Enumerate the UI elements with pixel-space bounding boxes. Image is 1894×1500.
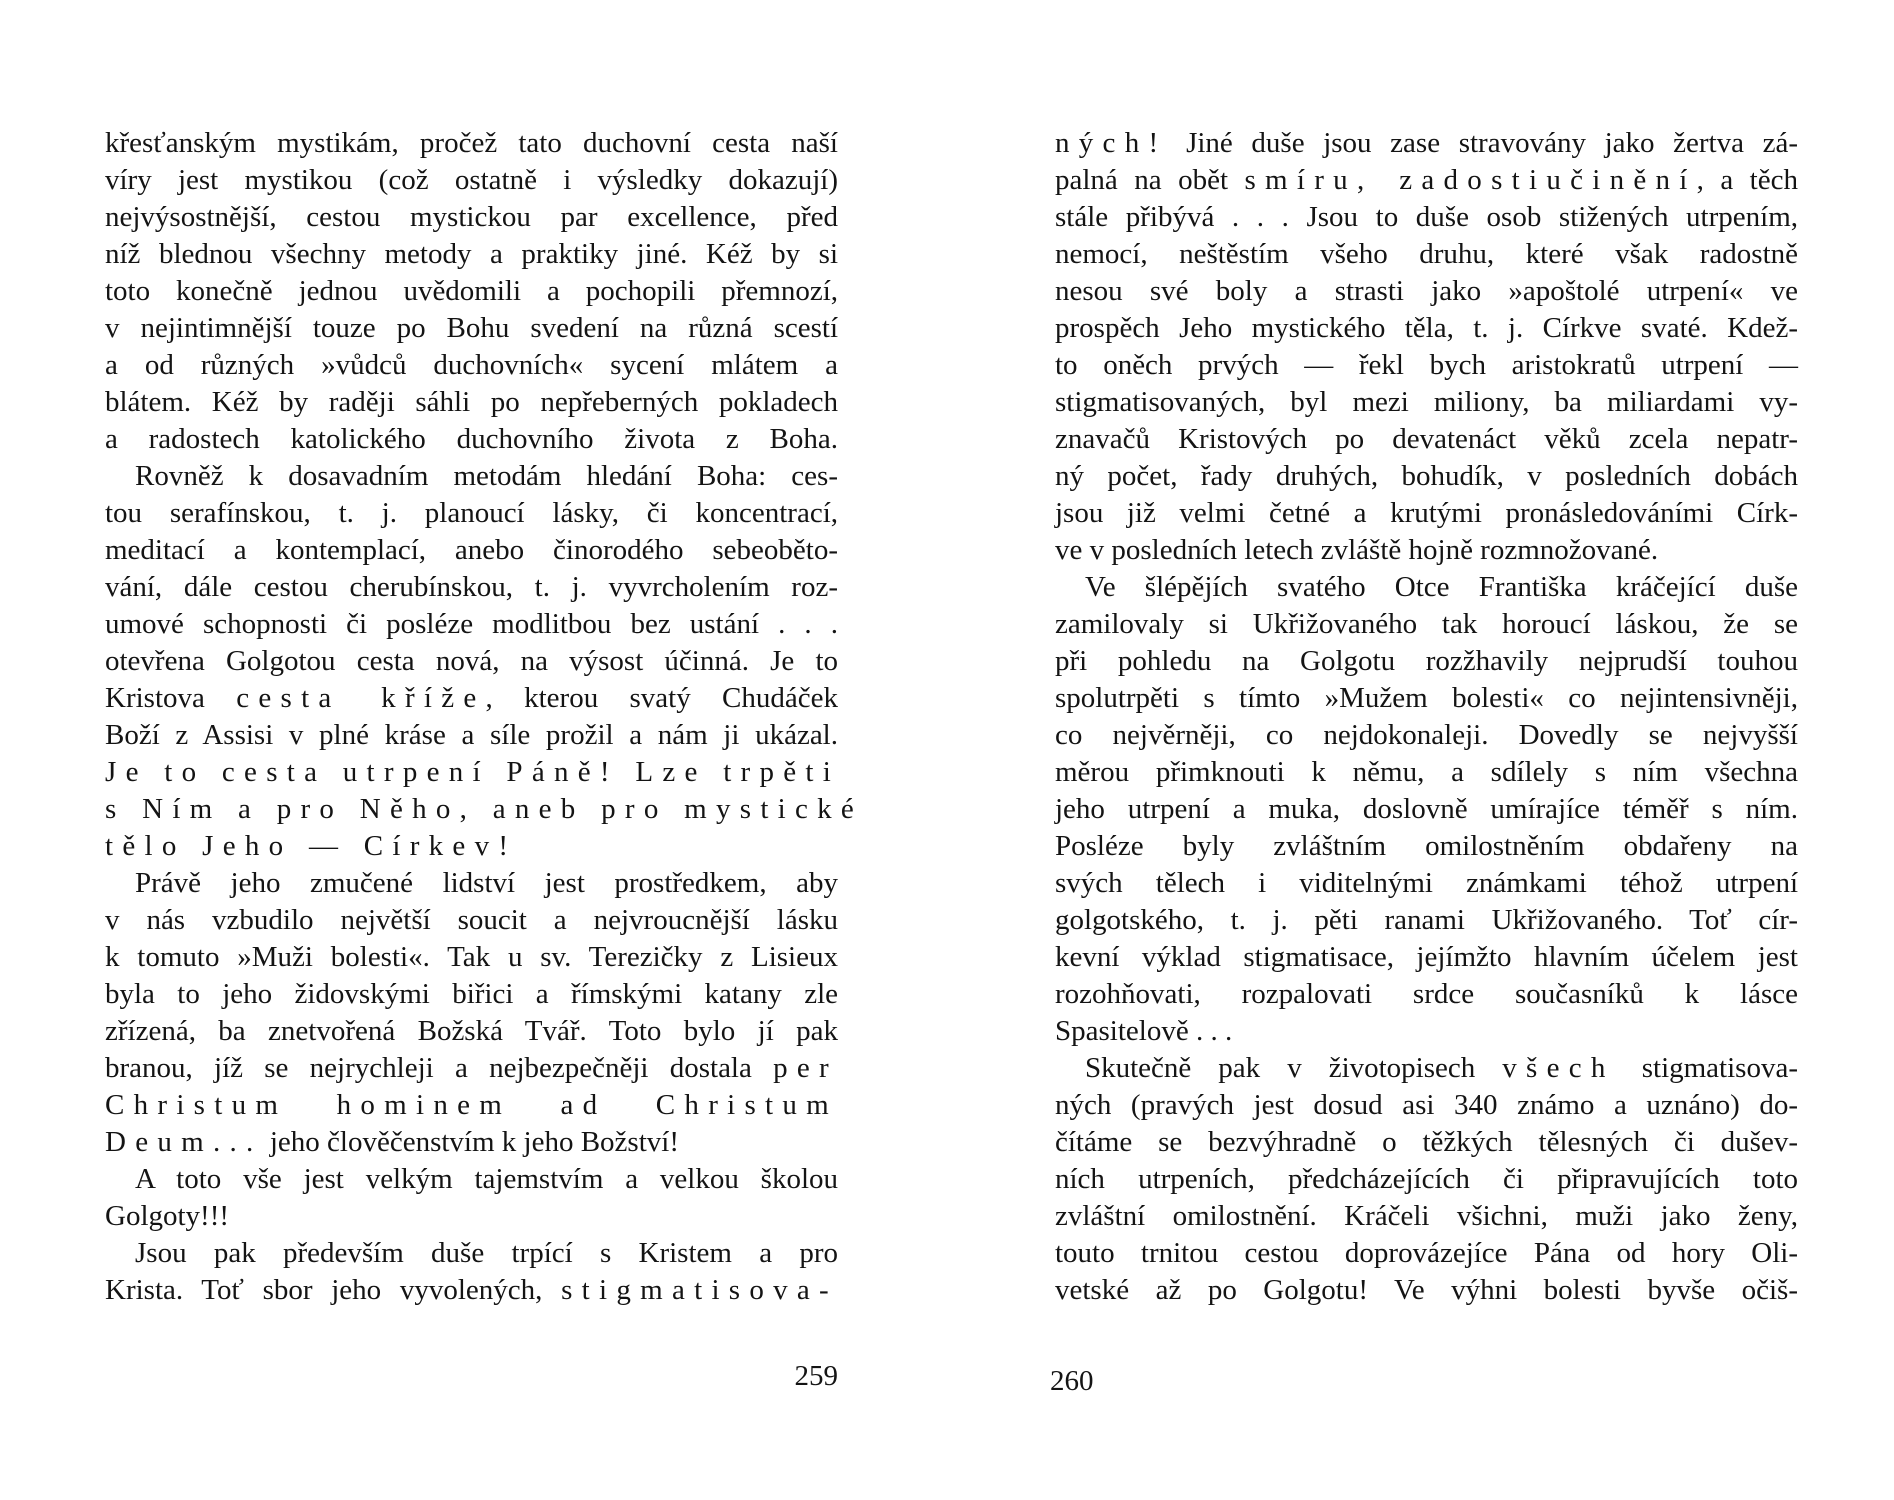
text-line	[1055, 1272, 1798, 1309]
line-text: prospěch Jeho mystického těla, t. j. Církve svaté. Kdež-	[1055, 312, 1798, 344]
line-text: k tomuto »Muži bolesti«. Tak u sv. Terezičky z Lisieux	[105, 941, 838, 973]
line-text: jsou již velmi četné a krutými pronásledováními Círk-	[1055, 497, 1798, 529]
text-line	[105, 1198, 838, 1235]
text-line	[105, 791, 864, 828]
text-line	[105, 1272, 838, 1309]
spaced-emphasis-text: Deum...	[105, 1126, 263, 1158]
line-text: čítáme se bezvýhradně o těžkých tělesných či dušev-	[1055, 1126, 1798, 1158]
text-line	[105, 643, 838, 680]
text-line	[105, 828, 838, 865]
text-line	[1055, 1087, 1798, 1124]
text-line	[105, 717, 838, 754]
line-text: stigmatisova-	[1614, 1052, 1798, 1084]
page-number-right: 260	[1050, 1365, 1094, 1397]
text-line	[1055, 902, 1798, 939]
text-line	[105, 532, 838, 569]
text-line	[105, 125, 838, 162]
line-text: to oněch prvých — řekl bych aristokratů utrpení —	[1055, 349, 1798, 381]
line-text: ních utrpeních, předcházejících či připravujících toto	[1055, 1163, 1798, 1195]
text-line	[105, 458, 838, 495]
text-line	[105, 976, 838, 1013]
text-line	[105, 939, 838, 976]
text-line	[105, 754, 841, 791]
line-text: Posléze byly zvláštním omilostněním obdařeny na	[1055, 830, 1798, 862]
line-text: ný počet, řady druhých, bohudík, v posledních dobách	[1055, 460, 1798, 492]
spaced-emphasis-text: stigmatisova-	[561, 1274, 838, 1306]
line-text: Krista. Toť sbor jeho vyvolených,	[105, 1274, 562, 1306]
line-text: při pohledu na Golgotu rozžhavily nejprudší touhou	[1055, 645, 1798, 677]
right-page-text	[1055, 125, 1798, 1309]
text-line	[1055, 569, 1798, 606]
line-text: zvláštní omilostnění. Kráčeli všichni, muži jako ženy,	[1055, 1200, 1798, 1232]
line-text: Spasitelově . . .	[1055, 1015, 1233, 1047]
text-line	[105, 495, 838, 532]
text-line	[105, 384, 838, 421]
line-text: nemocí, neštěstím všeho druhu, které však radostně	[1055, 238, 1798, 270]
line-text: Jsou pak především duše trpící s Kristem a pro	[135, 1237, 838, 1269]
line-text: byla to jeho židovskými biřici a římskými katany zle	[105, 978, 838, 1010]
page-number-left: 259	[794, 1360, 838, 1392]
text-line	[1055, 1124, 1798, 1161]
text-line	[105, 1087, 838, 1124]
text-line	[1055, 310, 1798, 347]
text-line	[105, 865, 838, 902]
line-text: umové schopnosti či posléze modlitbou bez ustání . . .	[105, 608, 838, 640]
text-line	[105, 162, 838, 199]
text-line	[1055, 1161, 1798, 1198]
line-text: Jiné duše jsou zase stravovány jako žertva zá-	[1167, 127, 1798, 159]
line-text: toto konečně jednou uvědomili a pochopili přemnozí,	[105, 275, 838, 307]
line-text: Právě jeho zmučené lidství jest prostředkem, aby	[135, 867, 838, 899]
line-text: Boží z Assisi v plné kráse a síle prožil a nám ji ukázal.	[105, 719, 838, 751]
line-text: zamilovaly si Ukřižovaného tak horoucí láskou, že se	[1055, 608, 1798, 640]
text-line	[105, 199, 838, 236]
line-text: otevřena Golgotou cesta nová, na výsost účinná. Je to	[105, 645, 838, 677]
text-line	[1055, 162, 1798, 199]
spaced-emphasis-text: všech	[1502, 1052, 1615, 1084]
text-line	[1055, 1198, 1798, 1235]
text-line	[1055, 273, 1798, 310]
line-text: stále přibývá . . . Jsou to duše osob stižených utrpením,	[1055, 201, 1798, 233]
line-text: vetské až po Golgotu! Ve výhni bolesti byvše očiš-	[1055, 1274, 1798, 1306]
text-line	[1055, 865, 1798, 902]
text-line	[1055, 125, 1798, 162]
line-text: vání, dále cestou cherubínskou, t. j. vyvrcholením roz-	[105, 571, 838, 603]
text-line	[1055, 1013, 1798, 1050]
line-text: Rovněž k dosavadním metodám hledání Boha: ces-	[135, 460, 838, 492]
text-line	[105, 236, 838, 273]
line-text: v nás vzbudilo největší soucit a nejvroucnější lásku	[105, 904, 838, 936]
text-line	[1055, 717, 1798, 754]
spaced-emphasis-text: s Ním a pro Něho, aneb pro mystické	[105, 793, 864, 825]
line-text: ve v posledních letech zvláště hojně rozmnožované.	[1055, 534, 1659, 566]
line-text: stigmatisovaných, byl mezi miliony, ba miliardami vy-	[1055, 386, 1798, 418]
text-line	[1055, 643, 1798, 680]
spaced-emphasis-text: tělo Jeho — Církev!	[105, 830, 518, 862]
text-line	[105, 1161, 838, 1198]
text-line	[105, 310, 838, 347]
line-text: golgotského, t. j. pěti ranami Ukřižovaného. Toť cír-	[1055, 904, 1798, 936]
text-line	[1055, 532, 1798, 569]
line-text: zřízená, ba znetvořená Božská Tvář. Toto bylo jí pak	[105, 1015, 838, 1047]
text-line	[105, 273, 838, 310]
line-text: a radostech katolického duchovního života z Boha.	[105, 423, 838, 455]
line-text: rozohňovati, rozpalovati srdce současníků k lásce	[1055, 978, 1798, 1010]
line-text: palná na obět	[1055, 164, 1245, 196]
line-text: co nejvěrněji, co nejdokonaleji. Dovedly se nejvyšší	[1055, 719, 1798, 751]
line-text: Skutečně pak v životopisech	[1085, 1052, 1503, 1084]
line-text: kevní výklad stigmatisace, jejímžto hlavním účelem jest	[1055, 941, 1798, 973]
line-text: spolutrpěti s tímto »Mužem bolesti« co nejintensivněji,	[1055, 682, 1798, 714]
line-text: branou, jíž se nejrychleji a nejbezpečněji dostala	[105, 1052, 774, 1084]
line-text: meditací a kontemplací, anebo činorodého sebeoběto-	[105, 534, 838, 566]
text-line	[105, 1050, 838, 1087]
line-text: znavačů Kristových po devatenáct věků zcela nepatr-	[1055, 423, 1798, 455]
line-text: víry jest mystikou (což ostatně i výsledky dokazují)	[105, 164, 838, 196]
line-text: nejvýsostnější, cestou mystickou par excellence, před	[105, 201, 838, 233]
line-text: svých tělech i viditelnými známkami téhož utrpení	[1055, 867, 1798, 899]
text-line	[1055, 939, 1798, 976]
line-text: touto trnitou cestou doprovázejíce Pána od hory Oli-	[1055, 1237, 1798, 1269]
text-line	[1055, 1235, 1798, 1272]
text-line	[1055, 347, 1798, 384]
line-text: tou serafínskou, t. j. planoucí lásky, či koncentrací,	[105, 497, 838, 529]
spaced-emphasis-text: Je to cesta utrpení Páně! Lze trpěti	[105, 756, 841, 788]
text-line	[105, 421, 838, 458]
text-line	[105, 1235, 838, 1272]
text-line	[1055, 1050, 1798, 1087]
line-text: Golgoty!!!	[105, 1200, 230, 1232]
line-text: , kterou svatý Chudáček	[485, 682, 839, 714]
spaced-emphasis-text: Christum hominem ad Christum	[105, 1089, 838, 1121]
text-line	[105, 1013, 838, 1050]
line-text: , a těch	[1696, 164, 1798, 196]
spaced-emphasis-text: ných!	[1055, 127, 1168, 159]
text-line	[105, 1124, 838, 1161]
text-line	[1055, 236, 1798, 273]
text-line	[1055, 680, 1798, 717]
text-line	[1055, 754, 1798, 791]
line-text: měrou přimknouti k němu, a sdílely s ním všechna	[1055, 756, 1798, 788]
text-line	[1055, 976, 1798, 1013]
line-text: níž blednou všechny metody a praktiky jiné. Kéž by si	[105, 238, 838, 270]
spaced-emphasis-text: cesta kříže	[236, 682, 486, 714]
line-text: Ve šlépějích svatého Otce Františka kráčející duše	[1085, 571, 1798, 603]
text-line	[1055, 458, 1798, 495]
text-line	[105, 680, 838, 717]
text-line	[1055, 791, 1798, 828]
line-text: a od různých »vůdců duchovních« sycení mlátem a	[105, 349, 838, 381]
line-text: ných (pravých jest dosud asi 340 známo a uznáno) do-	[1055, 1089, 1798, 1121]
text-line	[1055, 495, 1798, 532]
line-text: jeho člověčenstvím k jeho Božství!	[262, 1126, 679, 1158]
line-text: blátem. Kéž by raději sáhli po nepřeberných pokladech	[105, 386, 838, 418]
text-line	[1055, 828, 1798, 865]
line-text: v nejintimnější touze po Bohu svedení na různá scestí	[105, 312, 838, 344]
text-line	[105, 569, 838, 606]
line-text: A toto vše jest velkým tajemstvím a velkou školou	[135, 1163, 838, 1195]
line-text: nesou své boly a strasti jako »apoštolé utrpení« ve	[1055, 275, 1798, 307]
line-text: Kristova	[105, 682, 237, 714]
text-line	[1055, 199, 1798, 236]
text-line	[105, 902, 838, 939]
text-line	[105, 347, 838, 384]
left-page-text	[105, 125, 864, 1309]
line-text: křesťanským mystikám, pročež tato duchovní cesta naší	[105, 127, 838, 159]
line-text: jeho utrpení a muka, doslovně umírajíce téměř s ním.	[1055, 793, 1798, 825]
text-line	[1055, 606, 1798, 643]
text-line	[1055, 384, 1798, 421]
spaced-emphasis-text: smíru, zadostiučinění	[1244, 164, 1697, 196]
text-line	[1055, 421, 1798, 458]
text-line	[105, 606, 838, 643]
spaced-emphasis-text: per	[773, 1052, 838, 1084]
